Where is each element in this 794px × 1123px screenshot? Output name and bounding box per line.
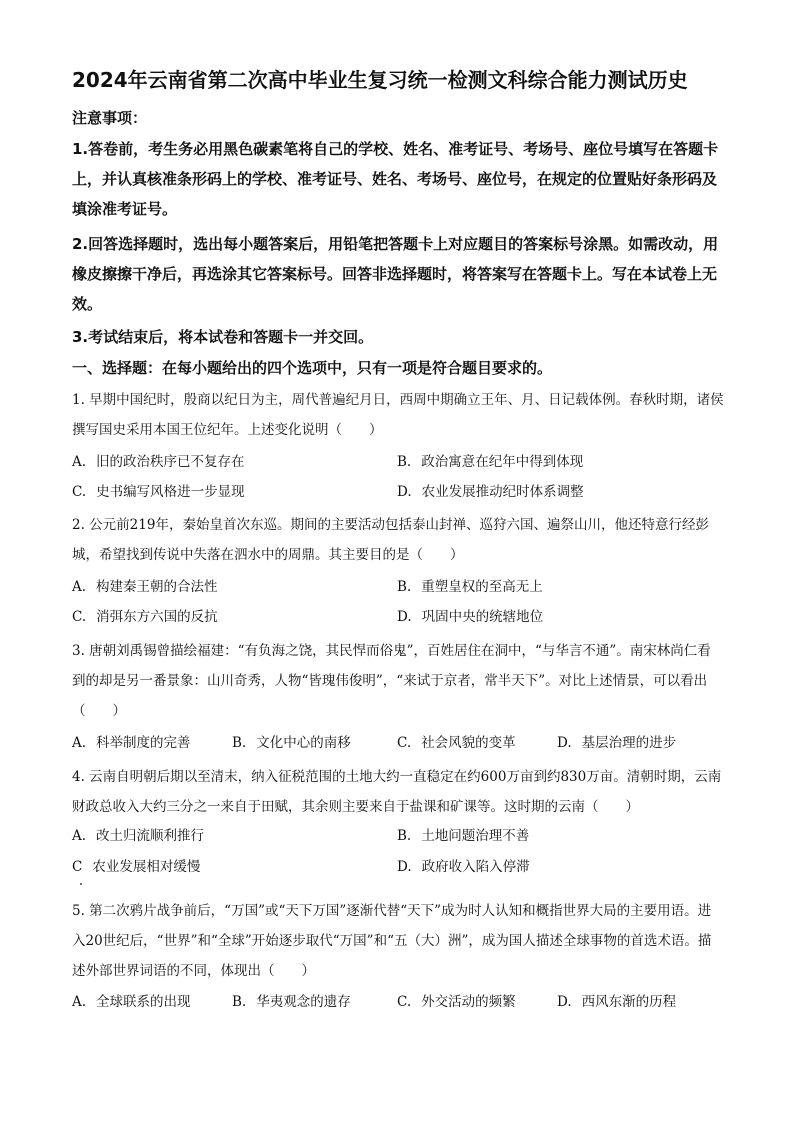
notice-item-1: 1.答卷前，考生务必用黑色碳素笔将自己的学校、姓名、准考证号、考场号、座位号填写在答题卡上，并认真核准条形码上的学校、准考证号、姓名、考场号、座位号，在规定的位置贴好条形码及填涂准考证号。 [72, 140, 719, 218]
option-text: 华夷观念的遗存 [256, 994, 351, 1010]
question-5-stem: 5. 第二次鸦片战争前后，“万国”或“天下万国”逐渐代替“天下”成为时人认知和概指世界大局的主要用语。进入20世纪后，“世界”和“全球”开始逐步取代“万国”和“五（大）洲”，成为国人描述全球事物的首选术语。描述外部世界词语的不同，体现出（ ） [72, 903, 712, 979]
option-letter: D. [557, 994, 572, 1010]
option-letter: B. [397, 828, 412, 844]
question-3-stem: 3. 唐朝刘禹锡曾描绘福建：“有负海之饶，其民悍而俗鬼”，百姓居住在洞中，“与华言不通”。南宋林尚仁看到的却是另一番景象：山川奇秀，人物“皆瑰伟俊明”，“来试于京者，常半天下”。对比上述情景，可以看出（ ） [72, 643, 711, 719]
question-5-option-b[interactable] [232, 992, 351, 1012]
option-letter: C. [72, 484, 87, 500]
option-letter: B. [397, 579, 412, 595]
option-letter: D. [397, 484, 412, 500]
option-letter: A. [72, 828, 87, 844]
option-text: 旧的政治秩序已不复存在 [96, 454, 245, 470]
page-title: 2024年云南省第二次高中毕业生复习统一检测文科综合能力测试历史 [72, 68, 688, 92]
question-1-option-b[interactable] [397, 452, 583, 472]
option-text: 全球联系的出现 [96, 994, 191, 1010]
option-letter: B. [397, 454, 412, 470]
option-letter: C. [72, 609, 87, 625]
option-letter: A. [72, 454, 87, 470]
option-letter: B. [232, 735, 247, 751]
notice-heading: 注意事项： [72, 109, 148, 127]
question-2-option-a[interactable] [72, 577, 218, 597]
option-letter: D. [397, 609, 412, 625]
option-text: 构建秦王朝的合法性 [96, 579, 218, 595]
option-text: 社会风貌的变革 [421, 735, 516, 751]
question-4-option-b[interactable] [397, 826, 529, 846]
option-letter: D. [397, 859, 412, 875]
option-letter: D. [557, 735, 572, 751]
option-text: 农业发展相对缓慢 [92, 859, 201, 875]
option-text: 西风东渐的历程 [581, 994, 677, 1010]
option-text: 重塑皇权的至高无上 [421, 579, 543, 595]
question-4-stem: 4. 云南自明朝后期以至清末，纳入征税范围的土地大约一直稳定在约600万亩到约830万亩。清朝时期，云南财政总收入大约三分之一来自于田赋，其余则主要来自于盐课和矿课等。这时期的云南（ ） [72, 769, 722, 815]
option-text: 消弭东方六国的反抗 [96, 609, 218, 625]
notice-item-3: 3.考试结束后，将本试卷和答题卡一并交回。 [72, 328, 374, 346]
option-text: 文化中心的南移 [256, 735, 351, 751]
option-text: 史书编写风格进一步显现 [96, 484, 245, 500]
question-3-option-b[interactable] [232, 733, 351, 753]
question-3-option-c[interactable] [397, 733, 516, 753]
question-2-stem: 2. 公元前219年，秦始皇首次东巡。期间的主要活动包括泰山封禅、巡狩六国、遍祭山川，他还特意行经彭城，希望找到传说中失落在泗水中的周鼎。其主要目的是（ ） [72, 517, 709, 563]
question-1-stem: 1. 早期中国纪时，殷商以纪日为主，周代普遍纪月日，西周中期确立王年、月、日记载体例。春秋时期，诸侯撰写国史采用本国王位纪年。上述变化说明（ ） [72, 392, 724, 438]
option-text: 外交活动的频繁 [421, 994, 516, 1010]
question-2-option-c[interactable] [72, 607, 218, 627]
question-2-option-b[interactable] [397, 577, 543, 597]
question-5-option-a[interactable] [72, 992, 191, 1012]
option-letter: A. [72, 735, 87, 751]
option-text: 改土归流顺利推行 [96, 828, 205, 844]
option-letter: B. [232, 994, 247, 1010]
question-5-option-c[interactable] [397, 992, 516, 1012]
option-letter: C. [397, 994, 412, 1010]
option-text: 土地问题治理不善 [421, 828, 530, 844]
question-4-option-c[interactable] [72, 857, 200, 877]
option-text: 基层治理的进步 [581, 735, 677, 751]
option-text: 科举制度的完善 [96, 735, 191, 751]
notice-item-2: 2.回答选择题时，选出每小题答案后，用铅笔把答题卡上对应题目的答案标号涂黑。如需改动，用橡皮擦擦干净后，再选涂其它答案标号。回答非选择题时，将答案写在答题卡上。写在本试卷上无效。 [72, 235, 719, 313]
question-5-option-d[interactable] [557, 992, 676, 1012]
question-4-option-a[interactable] [72, 826, 204, 846]
stray-dot [80, 883, 82, 885]
option-letter: A. [72, 994, 87, 1010]
question-3-option-a[interactable] [72, 733, 191, 753]
option-letter: C [72, 859, 83, 875]
section-heading: 一、选择题：在每小题给出的四个选项中，只有一项是符合题目要求的。 [72, 359, 553, 377]
option-text: 农业发展推动纪时体系调整 [421, 484, 584, 500]
question-1-option-d[interactable] [397, 482, 584, 502]
question-4-option-d[interactable] [397, 857, 530, 877]
option-text: 政府收入陷入停滞 [421, 859, 530, 875]
option-text: 政治寓意在纪年中得到体现 [421, 454, 584, 470]
question-3-option-d[interactable] [557, 733, 676, 753]
question-1-option-a[interactable] [72, 452, 245, 472]
option-letter: C. [397, 735, 412, 751]
option-letter: A. [72, 579, 87, 595]
question-1-option-c[interactable] [72, 482, 245, 502]
option-text: 巩固中央的统辖地位 [421, 609, 544, 625]
question-2-option-d[interactable] [397, 607, 543, 627]
